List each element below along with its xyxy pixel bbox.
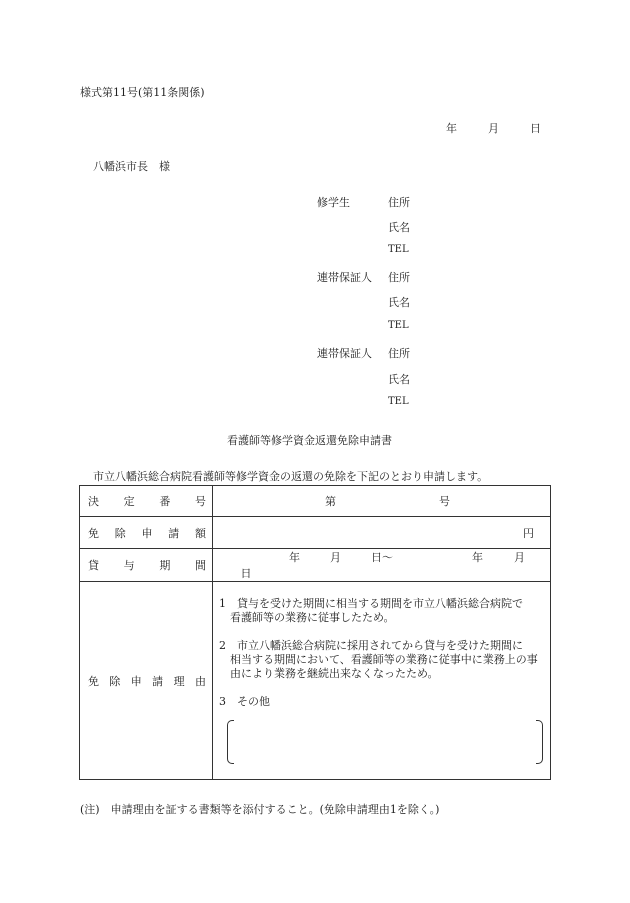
guarantor2-label: 連帯保証人 (317, 347, 372, 360)
note-text: (注) 申請理由を証する書類等を添付すること。(免除申請理由1を除く。) (80, 803, 440, 816)
reason-3-line-1: 3 その他 (219, 695, 270, 708)
date-line (446, 120, 541, 136)
amount-row (80, 517, 551, 549)
guarantor1-tel-label: TEL (388, 320, 409, 331)
document-title: 看護師等修学資金返還免除申請書 (227, 434, 392, 447)
reason-2-line-1: 2 市立八幡浜総合病院に採用されてから貸与を受けた期間に (219, 639, 523, 652)
exemption-amount-field[interactable] (213, 517, 551, 549)
loan-period-label: 貸 与 期 間 (80, 549, 213, 582)
reason-1-line-1: 1 貸与を受けた期間に相当する期間を市立八幡浜総合病院で (219, 597, 523, 610)
guarantor2-address-label: 住所 (388, 347, 410, 360)
loan-period-field[interactable]: 年 月 日〜 年 月 日 (213, 549, 551, 582)
decision-dai: 第 (325, 495, 336, 508)
student-tel-label: TEL (388, 244, 409, 255)
exemption-amount-label: 免 除 申 請 額 (80, 517, 213, 549)
reason-1-line-2: 看護師等の業務に従事したため。 (230, 611, 395, 624)
left-bracket (227, 720, 234, 764)
intro-text: 市立八幡浜総合病院看護師等修学資金の返還の免除を下記のとおり申請します。 (93, 470, 489, 483)
date-year: 年 (446, 122, 457, 135)
guarantor1-address-label: 住所 (388, 271, 410, 284)
date-month: 月 (488, 122, 499, 135)
other-reason-input[interactable] (236, 722, 532, 760)
decision-number-label: 決 定 番 号 (80, 486, 213, 517)
guarantor1-name-label: 氏名 (388, 296, 410, 309)
form-number: 様式第11号(第11条関係) (80, 86, 205, 99)
decision-go: 号 (439, 495, 450, 508)
guarantor2-tel-label: TEL (388, 396, 409, 407)
reason-2-line-2: 相当する期間において、看護師等の業務に従事中に業務上の事 (230, 653, 538, 666)
reason-2-line-3: 由により業務を継続出来なくなったため。 (230, 667, 439, 680)
decision-number-field[interactable] (213, 486, 551, 517)
right-bracket (536, 720, 543, 764)
exemption-reason-label: 免 除 申 請 理 由 (80, 582, 213, 780)
period-row (80, 549, 551, 582)
date-day: 日 (530, 122, 541, 135)
student-name-label: 氏名 (388, 221, 410, 234)
guarantor1-label: 連帯保証人 (317, 271, 372, 284)
student-address-label: 住所 (388, 196, 410, 209)
guarantor2-name-label: 氏名 (388, 373, 410, 386)
decision-row (80, 486, 551, 517)
amount-unit: 円 (523, 526, 534, 540)
addressee: 八幡浜市長 様 (93, 160, 170, 173)
student-label: 修学生 (317, 196, 350, 209)
